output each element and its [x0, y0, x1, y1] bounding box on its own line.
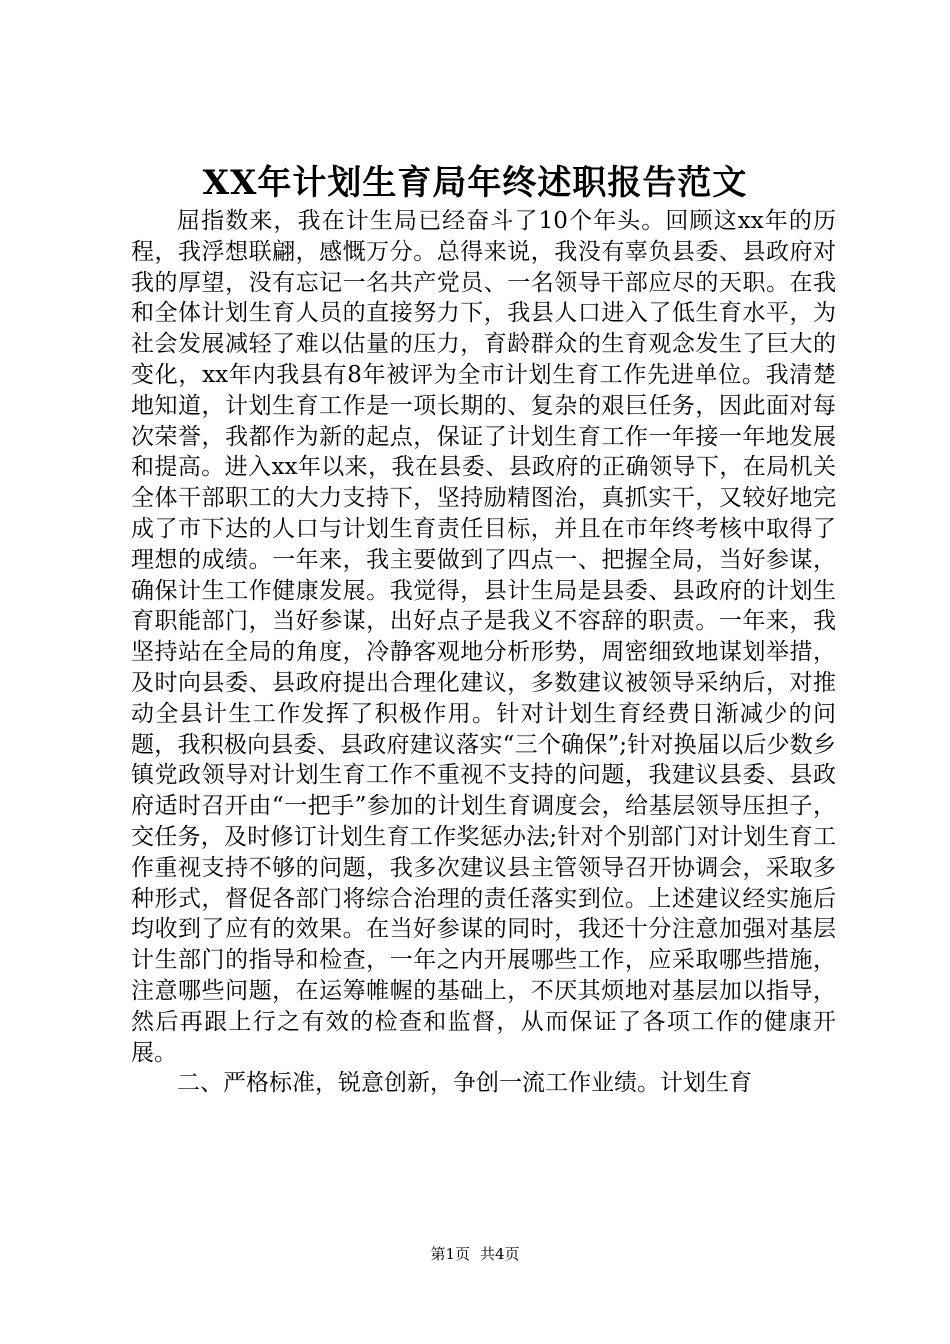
- document-title: XX年计划生育局年终述职报告范文: [202, 163, 748, 203]
- document-body: [131, 206, 836, 1099]
- page-total: 共4页: [480, 1245, 520, 1263]
- body-paragraph: 二、严格标准，锐意创新，争创一流工作业绩。计划生育: [177, 1070, 752, 1097]
- page-number: 第1页: [430, 1245, 470, 1263]
- body-paragraph: 屈指数来，我在计生局已经奋斗了10个年头。回顾这xx年的历程，我浮想联翩，感慨万分。总得来说，我没有辜负县委、县政府对我的厚望，没有忘记一名共产党员、一名领导干部应尽的天职。在我和全体计划生育人员的直接努力下，我县人口进入了低生育水平，为社会发展减轻了难以估量的压力，育龄群众的生育观念发生了巨大的变化，xx年内我县有8年被评为全市计划生育工作先进单位。我清楚地知道，计划生育工作是一项长期的、复杂的艰巨任务，因此面对每次荣誉，我都作为新的起点，保证了计划生育工作一年接一年地发展和提高。进入xx年以来，我在县委、县政府的正确领导下，在局机关全体干部职工的大力支持下，坚持励精图治，真抓实干，又较好地完成了市下达的人口与计划生育责任目标，并且在市年终考核中取得了理想的成绩。一年来，我主要做到了四点一、把握全局，当好参谋，确保计生工作健康发展。我觉得，县计生局是县委、县政府的计划生育职能部门，当好参谋，出好点子是我义不容辞的职责。一年来，我坚持站在全局的角度，冷静客观地分析形势，周密细致地谋划举措，及时向县委、县政府提出合理化建议，多数建议被领导采纳后，对推动全县计生工作发挥了积极作用。针对计划生育经费日渐减少的问题，我积极向县委、县政府建议落实“三个确保”;针对换届以后少数乡镇党政领导对计划生育工作不重视不支持的问题，我建议县委、县政府适时召开由“一把手”参加的计划生育调度会，给基层领导压担子，交任务，及时修订计划生育工作奖惩办法;针对个别部门对计划生育工作重视支持不够的问题，我多次建议县主管领导召开协调会，采取多种形式，督促各部门将综合治理的责任落实到位。上述建议经实施后均收到了应有的效果。在当好参谋的同时，我还十分注意加强对基层计生部门的指导和检查，一年之内开展哪些工作，应采取哪些措施，注意哪些问题，在运筹帷幄的基础上，不厌其烦地对基层加以指导，然后再跟上行之有效的检查和监督，从而保证了各项工作的健康开展。: [131, 208, 836, 1066]
- page-footer: [0, 1244, 950, 1264]
